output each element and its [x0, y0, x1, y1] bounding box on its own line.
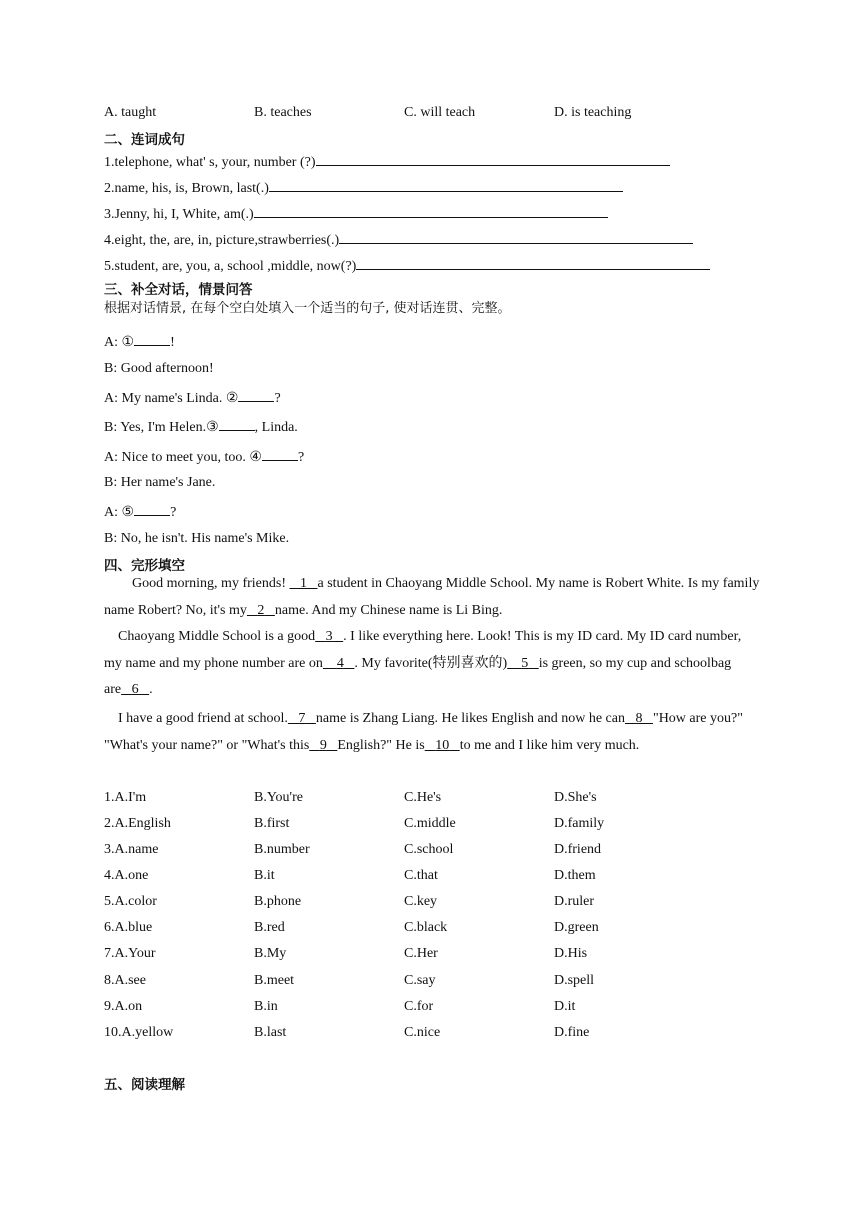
dialog-line: A: ⑤ ? — [104, 501, 176, 522]
option-b: B. teaches — [254, 105, 312, 120]
cloze-paragraph-2: Chaoyang Middle School is a good 3 . I like everything here. Look! This is my ID card. My ID card number, my name and my phone number are on 4 . My favorite(特别喜欢的) 5 is green, so my cup and schoolbag are 6 . — [104, 629, 742, 697]
cloze-paragraph-3: I have a good friend at school. 7 name is Zhang Liang. He likes English and now he can 8 "How are you?" "What's your name?" or "What's this 9 English?" He is 10 to me and I like him very much. — [104, 711, 743, 753]
section-title-5: 五、阅读理解 — [104, 1077, 185, 1093]
sentence-item: 3.Jenny, hi, I, White, am(.) — [104, 203, 608, 224]
cloze-paragraph-1: Good morning, my friends! 1 a student in Chaoyang Middle School. My name is Robert White. Is my family name Robert? No, it's my 2 name. And my Chinese name is Li Bing. — [104, 576, 760, 618]
section-title-3: 三、补全对话，情景问答 — [104, 282, 253, 298]
sentence-item: 1.telephone, what' s, your, number (?) — [104, 151, 670, 172]
dialog-line: B: Yes, I'm Helen.③ , Linda. — [104, 416, 298, 437]
dialog-line: B: No, he isn't. His name's Mike. — [104, 531, 290, 546]
dialog-line: A: ① ! — [104, 331, 175, 352]
option-d: D. is teaching — [554, 105, 632, 120]
dialog-line: B: Good afternoon! — [104, 361, 214, 376]
dialog-line: A: Nice to meet you, too. ④ ? — [104, 446, 304, 467]
dialog-line: B: Her name's Jane. — [104, 475, 216, 490]
sentence-item: 5.student, are, you, a, school ,middle, now(?) — [104, 255, 710, 276]
section-title-2: 二、连词成句 — [104, 132, 185, 148]
section-title-4: 四、完形填空 — [104, 558, 185, 574]
option-c: C. will teach — [404, 105, 476, 120]
sentence-item: 2.name, his, is, Brown, last(.) — [104, 177, 623, 198]
dialog-line: A: My name's Linda. ② ? — [104, 387, 281, 408]
option-a: A. taught — [104, 105, 157, 120]
sentence-item: 4.eight, the, are, in, picture,strawberries(.) — [104, 229, 693, 250]
instruction-text: 根据对话情景, 在每个空白处填入一个适当的句子, 使对话连贯、完整。 — [104, 301, 511, 316]
